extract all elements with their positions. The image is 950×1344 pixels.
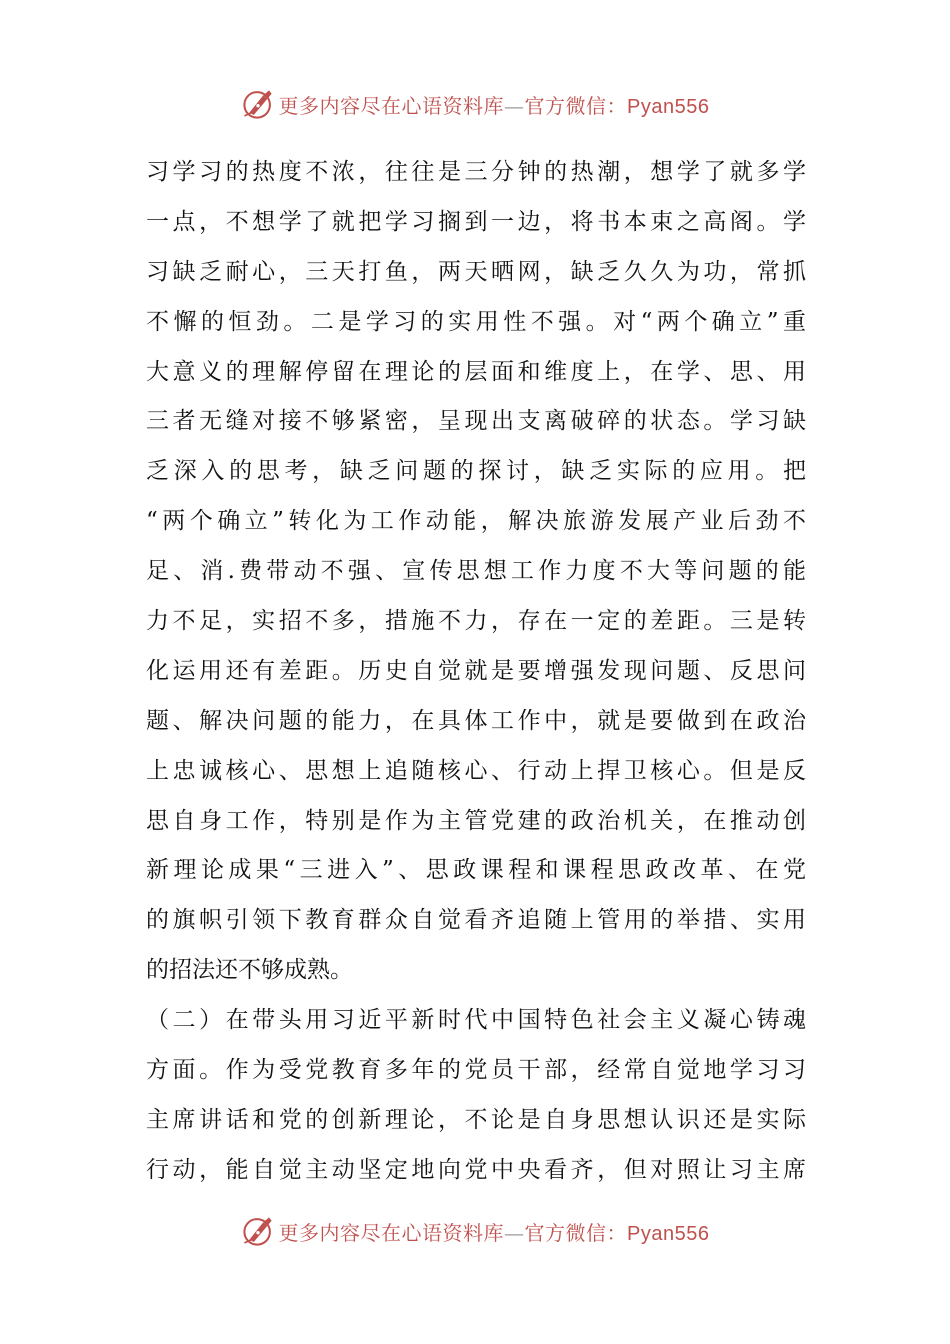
body-line: 习缺乏耐心，三天打鱼，两天晒网，缺乏久久为功，常抓 [146,258,806,285]
body-line: （二）在带头用习近平新时代中国特色社会主义凝心铸魂 [146,1007,806,1034]
footer-watermark [0,1211,950,1251]
body-line: 大意义的理解停留在理论的层面和维度上，在学、思、用 [146,358,806,385]
body-line: 新理论成果“三进入”、思政课程和课程思政改革、在党 [146,857,806,884]
watermark-separator: — [504,1220,525,1245]
pen-nib-circle-icon [241,87,275,121]
watermark-contact-text: 官方微信： [524,1220,628,1245]
body-line: 主席讲话和党的创新理论，不论是自身思想认识还是实际 [146,1106,806,1133]
body-line: 力不足，实招不多，措施不力，存在一定的差距。三是转 [146,608,806,635]
body-line: 一点，不想学了就把学习搁到一边，将书本束之高阁。学 [146,208,806,235]
watermark-contact-id: Pyan556 [627,1222,710,1245]
body-line: 上忠诚核心、思想上追随核心、行动上捍卫核心。但是反 [146,757,806,784]
body-line: 思自身工作，特别是作为主管党建的政治机关，在推动创 [146,807,806,834]
body-line: 乏深入的思考，缺乏问题的探讨，缺乏实际的应用。把 [146,458,806,485]
watermark-contact-id: Pyan556 [627,95,710,118]
watermark-text [279,1217,710,1246]
body-line: 的旗帜引领下教育群众自觉看齐追随上管用的举措、实用 [146,907,806,934]
pen-nib-circle-icon [241,1214,275,1248]
body-line: 行动，能自觉主动坚定地向党中央看齐，但对照让习主席 [146,1156,806,1183]
body-line: 的招法还不够成熟。 [146,957,353,984]
document-body [146,148,806,1196]
watermark-separator: — [504,93,525,118]
body-line: 习学习的热度不浓，往往是三分钟的热潮，想学了就多学 [146,159,806,185]
body-line: 方面。作为受党教育多年的党员干部，经常自觉地学习习 [146,1057,806,1084]
body-line: 化运用还有差距。历史自觉就是要增强发现问题、反思问 [146,657,806,684]
watermark-text [279,90,710,119]
body-line: 足、消.费带动不强、宣传思想工作力度不大等问题的能 [146,558,806,585]
watermark-site-text: 更多内容尽在心语资料库 [278,93,505,118]
body-line: 不懈的恒劲。二是学习的实用性不强。对“两个确立”重 [146,308,806,335]
header-watermark [0,84,950,124]
watermark-site-text: 更多内容尽在心语资料库 [278,1220,505,1245]
body-line: “两个确立”转化为工作动能，解决旅游发展产业后劲不 [146,508,806,535]
body-line: 题、解决问题的能力，在具体工作中，就是要做到在政治 [146,707,806,734]
body-line: 三者无缝对接不够紧密，呈现出支离破碎的状态。学习缺 [146,408,806,435]
watermark-contact-text: 官方微信： [524,93,628,118]
